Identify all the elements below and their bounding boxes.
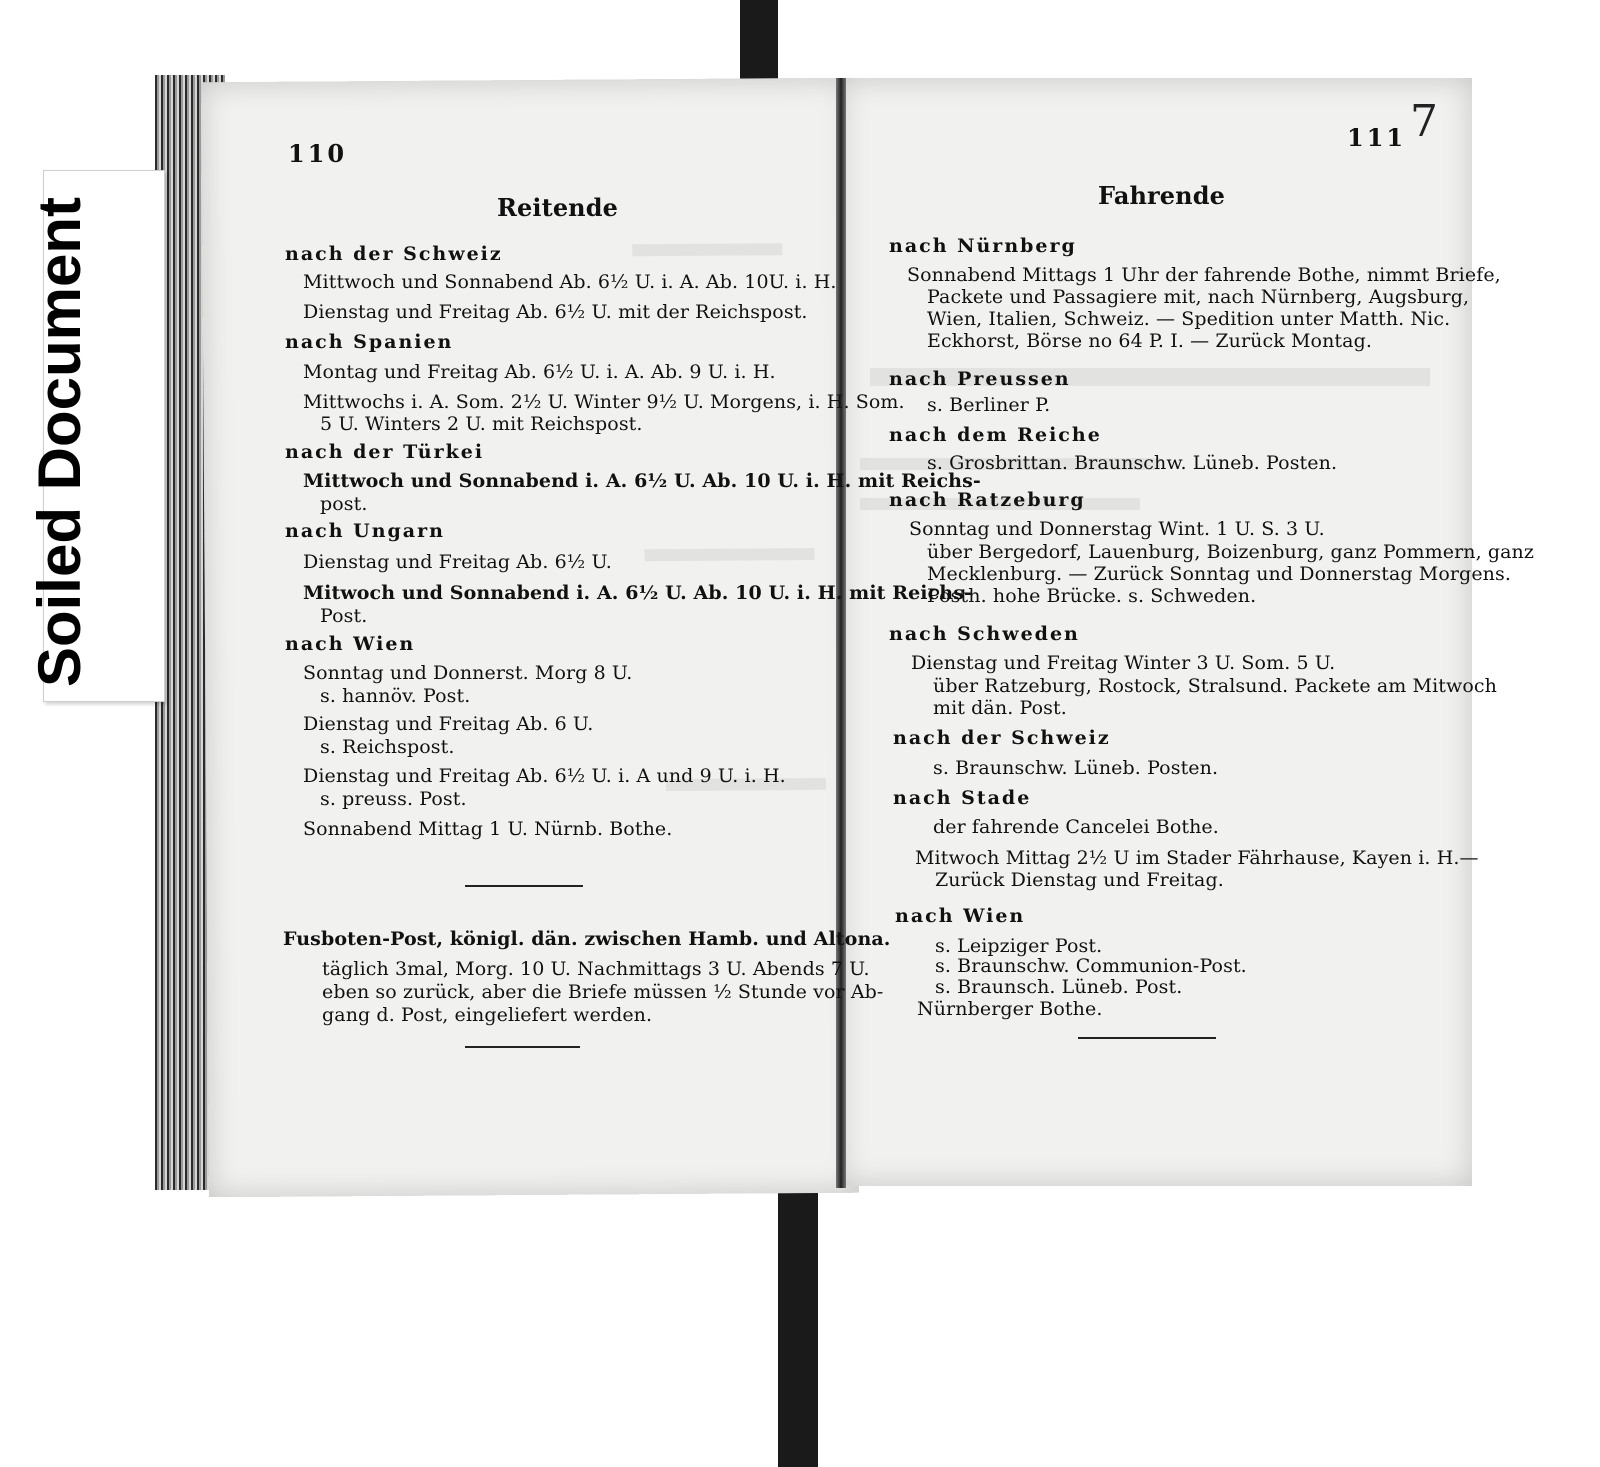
right-line: nach Ratzeburg (889, 489, 1086, 511)
left-line: gang d. Post, eingeliefert werden. (322, 1004, 653, 1026)
right-line: nach Preussen (889, 368, 1071, 390)
left-page-number: 110 (288, 139, 348, 168)
binding-strip-top (740, 0, 778, 85)
left-line: nach der Türkei (285, 441, 485, 463)
left-line: Dienstag und Freitag Ab. 6½ U. mit der Reichspost. (303, 301, 808, 323)
left-page-heading: Reitende (497, 193, 618, 222)
left-line: Dienstag und Freitag Ab. 6 U. (303, 713, 594, 735)
section-divider (1078, 1037, 1216, 1039)
left-line: nach der Schweiz (285, 243, 503, 265)
left-line: nach Wien (285, 633, 416, 655)
left-line: Post. (320, 605, 368, 627)
right-page-number: 111 (1347, 123, 1407, 152)
book-gutter (836, 78, 846, 1188)
right-line: Nürnberger Bothe. (917, 998, 1103, 1020)
section-divider (465, 885, 583, 887)
left-line: täglich 3mal, Morg. 10 U. Nachmittags 3 U. Abends 7 U. (322, 958, 870, 980)
right-line: Dienstag und Freitag Winter 3 U. Som. 5 U. (911, 652, 1336, 674)
show-through (632, 243, 782, 256)
right-line: Mitwoch Mittag 2½ U im Stader Fährhause, Kayen i. H.— (915, 847, 1479, 869)
left-line: Mittwoch und Sonnabend i. A. 6½ U. Ab. 10 U. i. H. mit Reichs- (303, 470, 981, 492)
right-line: mit dän. Post. (933, 697, 1067, 719)
left-line: Fusboten-Post, königl. dän. zwischen Hamb. und Altona. (283, 928, 891, 950)
right-line: Posth. hohe Brücke. s. Schweden. (927, 585, 1257, 607)
section-divider (465, 1046, 580, 1048)
right-line: Wien, Italien, Schweiz. — Spedition unter Matth. Nic. (927, 308, 1451, 330)
right-line: nach dem Reiche (889, 424, 1102, 446)
left-line: Mittwochs i. A. Som. 2½ U. Winter 9½ U. Morgens, i. H. Som. (303, 391, 905, 413)
left-line: s. Reichspost. (320, 736, 455, 758)
left-line: s. hannöv. Post. (320, 685, 471, 707)
right-line: Mecklenburg. — Zurück Sonntag und Donnerstag Morgens. (927, 563, 1511, 585)
right-line: s. Braunsch. Lüneb. Post. (935, 976, 1183, 998)
right-line: der fahrende Cancelei Bothe. (933, 816, 1219, 838)
binding-strip-bottom (778, 1180, 818, 1467)
left-line: Mittwoch und Sonnabend Ab. 6½ U. i. A. Ab. 10U. i. H. (303, 271, 837, 293)
right-line: Zurück Dienstag und Freitag. (935, 869, 1224, 891)
right-line: nach Schweden (889, 623, 1080, 645)
right-line: über Bergedorf, Lauenburg, Boizenburg, ganz Pommern, ganz (927, 541, 1535, 563)
left-line: nach Spanien (285, 331, 454, 353)
right-line: s. Braunschw. Communion-Post. (935, 955, 1247, 977)
right-line: Eckhorst, Börse no 64 P. I. — Zurück Montag. (927, 330, 1372, 352)
left-line: Sonnabend Mittag 1 U. Nürnb. Bothe. (303, 818, 673, 840)
right-line: nach Nürnberg (889, 235, 1077, 257)
right-line: s. Grosbrittan. Braunschw. Lüneb. Posten. (927, 452, 1338, 474)
right-line: nach Wien (895, 905, 1026, 927)
left-line: s. preuss. Post. (320, 788, 467, 810)
soiled-document-label: Soiled Document (26, 196, 93, 688)
right-line: Packete und Passagiere mit, nach Nürnberg, Augsburg, (927, 286, 1470, 308)
right-line: s. Braunschw. Lüneb. Posten. (933, 757, 1219, 779)
right-line: über Ratzeburg, Rostock, Stralsund. Packete am Mitwoch (933, 675, 1497, 697)
left-line: eben so zurück, aber die Briefe müssen ½ Stunde vor Ab- (322, 981, 884, 1003)
right-page-heading: Fahrende (1098, 181, 1225, 210)
left-line: Montag und Freitag Ab. 6½ U. i. A. Ab. 9 U. i. H. (303, 361, 776, 383)
show-through (644, 548, 814, 561)
left-line: Sonntag und Donnerst. Morg 8 U. (303, 662, 633, 684)
right-line: nach der Schweiz (893, 727, 1111, 749)
right-line: s. Berliner P. (927, 394, 1051, 416)
right-line: s. Leipziger Post. (935, 935, 1103, 957)
corner-mark: 7 (1410, 96, 1438, 147)
left-line: Mitwoch und Sonnabend i. A. 6½ U. Ab. 10 U. i. H. mit Reichs- (303, 582, 972, 604)
left-line: Dienstag und Freitag Ab. 6½ U. i. A und 9 U. i. H. (303, 765, 786, 787)
right-line: nach Stade (893, 787, 1032, 809)
left-line: Dienstag und Freitag Ab. 6½ U. (303, 551, 612, 573)
right-line: Sonnabend Mittags 1 Uhr der fahrende Bothe, nimmt Briefe, (907, 264, 1501, 286)
left-line: 5 U. Winters 2 U. mit Reichspost. (320, 413, 643, 435)
left-line: nach Ungarn (285, 520, 445, 542)
right-line: Sonntag und Donnerstag Wint. 1 U. S. 3 U. (909, 518, 1325, 540)
left-line: post. (320, 493, 368, 515)
